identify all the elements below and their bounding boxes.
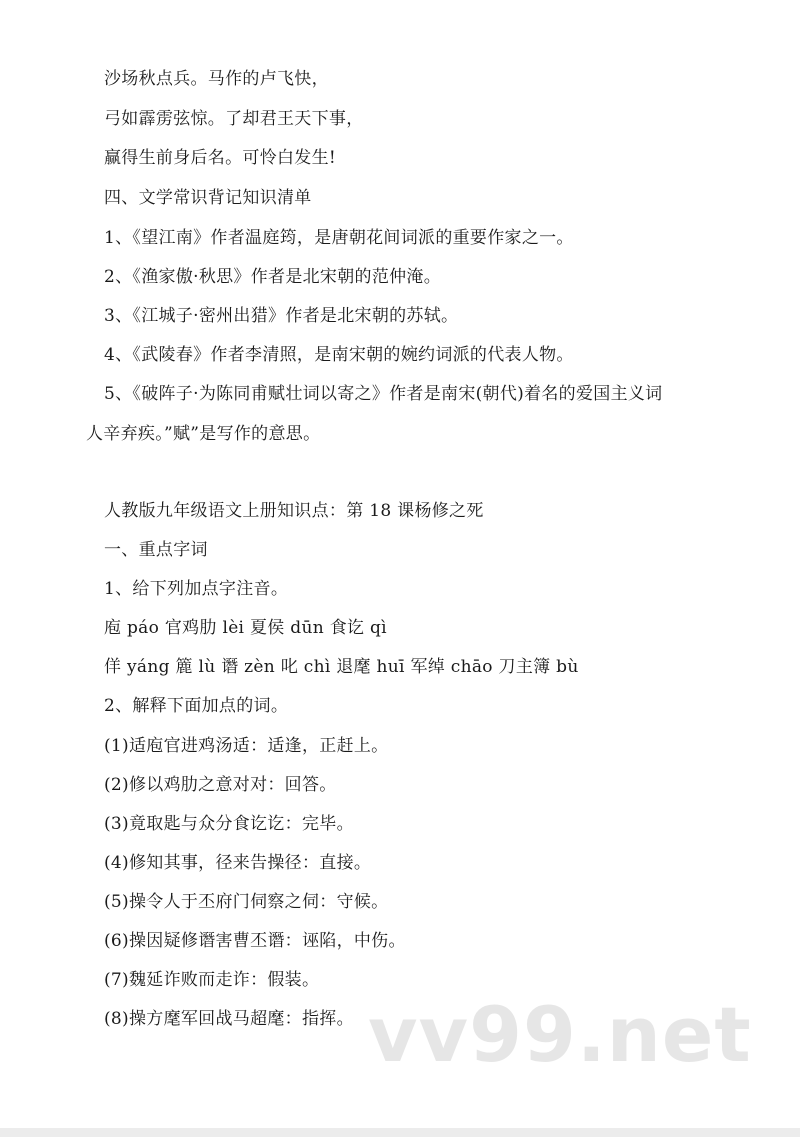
definition-4: (4)修知其事，径来告操径：直接。 <box>104 853 372 873</box>
question-2-heading: 2、解释下面加点的词。 <box>104 696 289 716</box>
definition-3: (3)竟取匙与众分食讫讫：完毕。 <box>104 814 354 834</box>
knowledge-item-5: 5、《破阵子·为陈同甫赋壮词以寄之》作者是南宋(朝代)着名的爱国主义词 <box>104 384 663 404</box>
question-1-heading: 1、给下列加点字注音。 <box>104 579 289 599</box>
poem-line-2: 弓如霹雳弦惊。了却君王天下事， <box>104 109 364 129</box>
poem-line-1: 沙场秋点兵。马作的卢飞快， <box>104 69 329 89</box>
knowledge-item-2: 2、《渔家傲·秋思》作者是北宋朝的范仲淹。 <box>104 267 442 287</box>
site-watermark: vv99.net <box>368 990 752 1079</box>
definition-5: (5)操令人于丕府门伺察之伺：守候。 <box>104 892 389 912</box>
poem-line-3: 赢得生前身后名。可怜白发生! <box>104 148 337 168</box>
definition-7: (7)魏延诈败而走诈：假装。 <box>104 970 320 990</box>
lesson-title: 人教版九年级语文上册知识点：第 18 课杨修之死 <box>104 501 484 521</box>
section-heading-literary-knowledge: 四、文学常识背记知识清单 <box>104 188 312 208</box>
pinyin-line-2: 佯 yáng 簏 lù 谮 zèn 叱 chì 退麾 huī 军绰 chāo 刀主簿 bù <box>104 657 579 677</box>
page-bottom-edge <box>0 1128 800 1137</box>
knowledge-item-5-continuation: 人辛弃疾。”赋”是写作的意思。 <box>86 424 321 444</box>
knowledge-item-4: 4、《武陵春》作者李清照，是南宋朝的婉约词派的代表人物。 <box>104 345 574 365</box>
knowledge-item-3: 3、《江城子·密州出猎》作者是北宋朝的苏轼。 <box>104 306 459 326</box>
knowledge-item-1: 1、《望江南》作者温庭筠，是唐朝花间词派的重要作家之一。 <box>104 228 574 248</box>
definition-8: (8)操方麾军回战马超麾：指挥。 <box>104 1009 354 1029</box>
pinyin-line-1: 庖 páo 官鸡肋 lèi 夏侯 dūn 食讫 qì <box>104 618 387 638</box>
part1-heading: 一、重点字词 <box>104 540 208 560</box>
definition-6: (6)操因疑修谮害曹丕谮：诬陷，中伤。 <box>104 931 406 951</box>
definition-1: (1)适庖官进鸡汤适：适逢，正赶上。 <box>104 736 389 756</box>
definition-2: (2)修以鸡肋之意对对：回答。 <box>104 775 337 795</box>
